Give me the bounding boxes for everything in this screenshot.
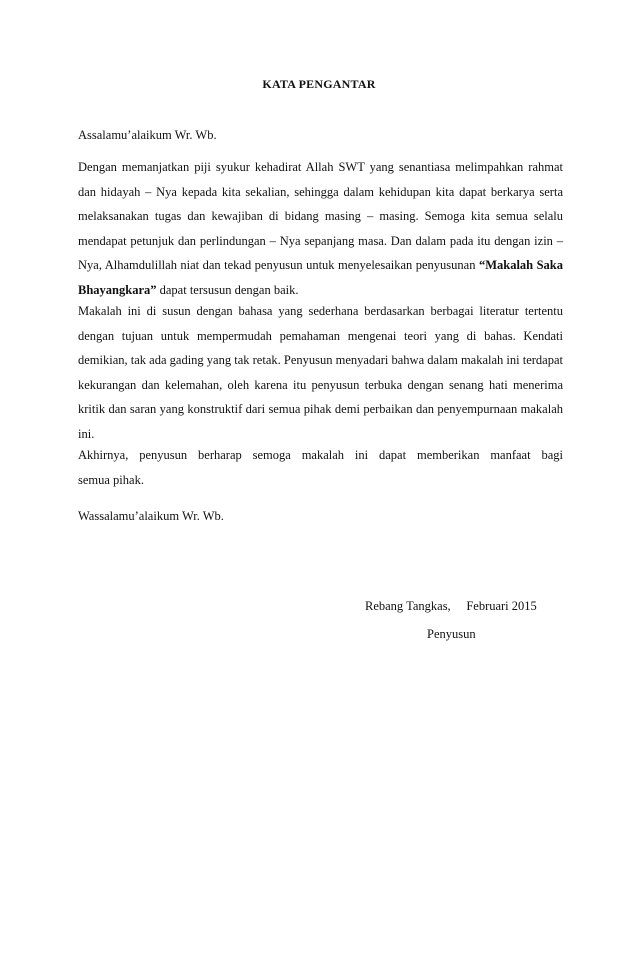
paragraph-1-text-end: dapat tersusun dengan baik.	[156, 282, 299, 297]
signature-date: Februari 2015	[466, 599, 537, 613]
paragraph-3	[78, 443, 563, 492]
signature-place-date	[365, 594, 537, 618]
paragraph-1	[78, 155, 563, 302]
greeting: Assalamu’alaikum Wr. Wb.	[78, 128, 217, 142]
paragraph-2: Makalah ini di susun dengan bahasa yang sederhana berdasarkan berbagai literatur tertentu dengan tujuan untuk mempermudah pemahaman mengenai teori yang di bahas. Kendati demikian, tak ada gading yang tak retak. Penyusun menyadari bahwa dalam makalah ini terdapat kekurangan dan kelemahan, oleh karena itu penyusun terbuka dengan senang hati menerima kritik dan saran yang konstruktif dari semua pihak demi perbaikan dan penyempurnaan makalah ini.	[78, 304, 563, 441]
paragraph-1-title-bold: “Makalah Saka Bhayangkara”	[78, 258, 563, 297]
page-title: KATA PENGANTAR	[262, 77, 376, 91]
signature-place: Rebang Tangkas,	[365, 599, 451, 613]
paragraph-1-text: Dengan memanjatkan piji syukur kehadirat Allah SWT yang senantiasa melimpahkan rahmat dan hidayah – Nya kepada kita sekalian, sehingga dalam kehidupan kita dapat berkarya serta melaksanakan tugas dan kewajiban di bidang masing – masing. Semoga kita semua selalu mendapat petunjuk dan perlindungan – Nya sepanjang masa. Dan dalam pada itu dengan izin – Nya, Alhamdulillah niat dan tekad penyusun untuk menyelesaikan penyusunan	[78, 160, 563, 272]
closing-salutation: Wassalamu’alaikum Wr. Wb.	[78, 509, 224, 523]
paragraph-3-line-2: semua pihak.	[78, 472, 144, 487]
paragraph-3-line-1: Akhirnya, penyusun berharap semoga makalah ini dapat memberikan manfaat bagi	[78, 448, 563, 462]
signature-role: Penyusun	[427, 627, 476, 641]
